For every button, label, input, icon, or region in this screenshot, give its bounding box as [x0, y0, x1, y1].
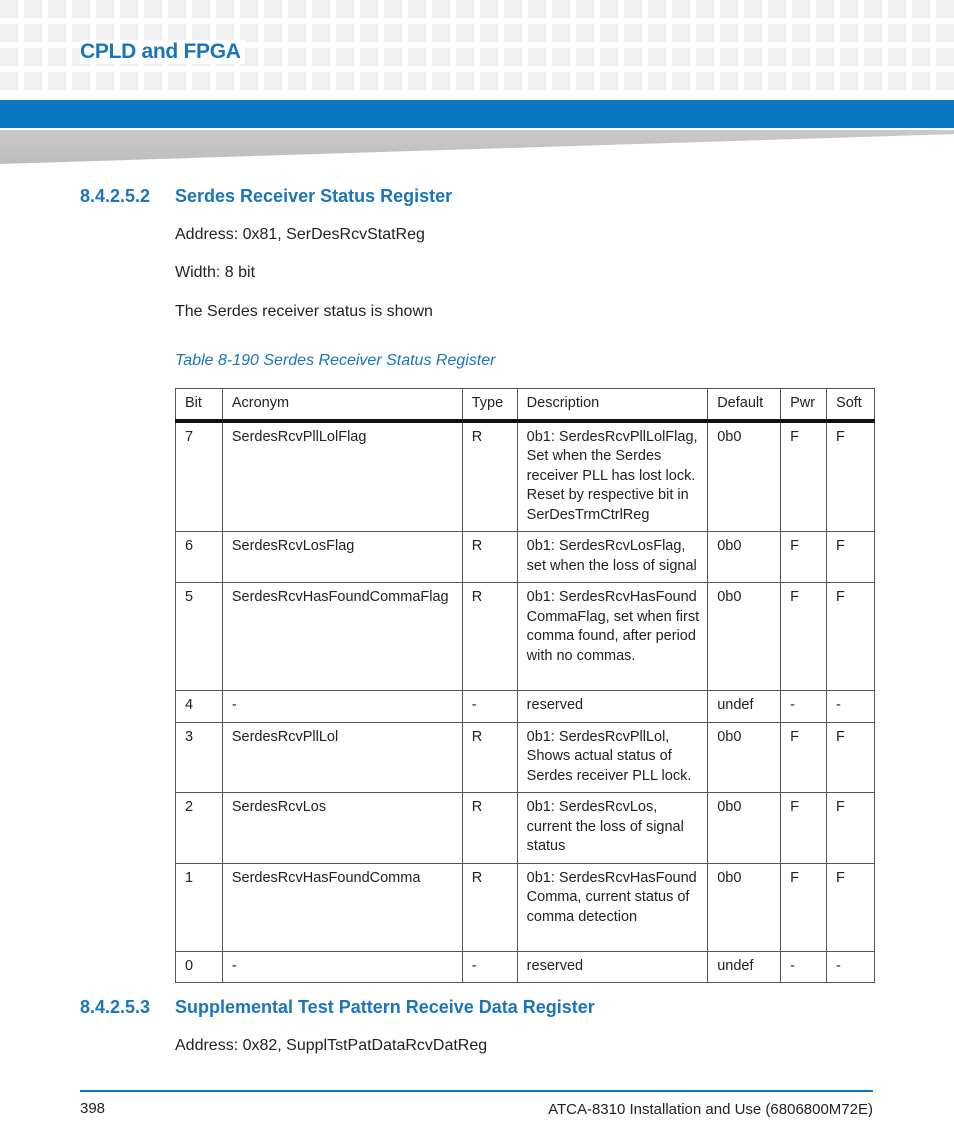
cell-acronym: SerdesRcvLos: [222, 793, 462, 864]
cell-bit: 4: [176, 691, 223, 723]
cell-acronym: SerdesRcvLosFlag: [222, 532, 462, 583]
cell-type: -: [462, 691, 517, 723]
table-row: [176, 583, 875, 691]
footer-divider: [80, 1090, 873, 1092]
cell-default: 0b0: [708, 863, 781, 951]
cell-bit: 0: [176, 951, 223, 983]
column-header-bit: Bit: [176, 389, 223, 421]
cell-acronym: -: [222, 691, 462, 723]
cell-description: 0b1: SerdesRcvHasFoundCommaFlag, set when first comma found, after period with no commas.: [517, 583, 708, 691]
cell-bit: 5: [176, 583, 223, 691]
section-title: Supplemental Test Pattern Receive Data Register: [175, 997, 595, 1017]
column-header-default: Default: [708, 389, 781, 421]
cell-description: 0b1: SerdesRcvPllLol, Shows actual status of Serdes receiver PLL lock.: [517, 722, 708, 793]
cell-default: 0b0: [708, 421, 781, 532]
register-address: Address: 0x81, SerDesRcvStatReg: [175, 226, 425, 243]
cell-bit: 6: [176, 532, 223, 583]
cell-acronym: SerdesRcvHasFoundCommaFlag: [222, 583, 462, 691]
table-row: [176, 421, 875, 532]
column-header-description: Description: [517, 389, 708, 421]
table-row: [176, 863, 875, 951]
table-row: [176, 691, 875, 723]
cell-acronym: SerdesRcvPllLol: [222, 722, 462, 793]
cell-pwr: -: [781, 691, 827, 723]
cell-soft: F: [827, 532, 875, 583]
register-address: Address: 0x82, SupplTstPatDataRcvDatReg: [175, 1037, 488, 1054]
cell-description: 0b1: SerdesRcvLosFlag, set when the loss of signal: [517, 532, 708, 583]
cell-description: 0b1: SerdesRcvHasFoundComma, current status of comma detection: [517, 863, 708, 951]
cell-default: 0b0: [708, 722, 781, 793]
cell-soft: F: [827, 863, 875, 951]
column-header-pwr: Pwr: [781, 389, 827, 421]
cell-pwr: F: [781, 863, 827, 951]
cell-default: 0b0: [708, 532, 781, 583]
header-blue-bar: [0, 100, 954, 128]
cell-default: 0b0: [708, 793, 781, 864]
table-row: [176, 951, 875, 983]
cell-acronym: SerdesRcvPllLolFlag: [222, 421, 462, 532]
section-number: 8.4.2.5.3: [80, 997, 151, 1017]
header-gray-wedge: [0, 130, 954, 164]
cell-pwr: F: [781, 532, 827, 583]
section-number: 8.4.2.5.2: [80, 186, 151, 206]
cell-acronym: SerdesRcvHasFoundComma: [222, 863, 462, 951]
section-heading-serdes-receiver-status: [80, 186, 452, 207]
cell-default: undef: [708, 691, 781, 723]
cell-description: reserved: [517, 951, 708, 983]
register-table: [175, 388, 875, 983]
table-header-row: [176, 389, 875, 421]
document-title: ATCA-8310 Installation and Use (6806800M72E): [548, 1101, 873, 1118]
register-description: The Serdes receiver status is shown: [175, 303, 433, 320]
cell-description: 0b1: SerdesRcvLos, current the loss of signal status: [517, 793, 708, 864]
table-row: [176, 532, 875, 583]
cell-pwr: F: [781, 421, 827, 532]
table-caption: Table 8-190 Serdes Receiver Status Register: [175, 352, 496, 369]
cell-bit: 7: [176, 421, 223, 532]
column-header-soft: Soft: [827, 389, 875, 421]
table-row: [176, 722, 875, 793]
cell-soft: F: [827, 793, 875, 864]
cell-pwr: F: [781, 793, 827, 864]
cell-soft: -: [827, 691, 875, 723]
column-header-acronym: Acronym: [222, 389, 462, 421]
cell-default: undef: [708, 951, 781, 983]
cell-bit: 1: [176, 863, 223, 951]
cell-type: R: [462, 421, 517, 532]
section-heading-supplemental-test-pattern: [80, 997, 595, 1018]
page-number: 398: [80, 1100, 106, 1117]
column-header-type: Type: [462, 389, 517, 421]
cell-pwr: -: [781, 951, 827, 983]
cell-pwr: F: [781, 583, 827, 691]
register-width: Width: 8 bit: [175, 264, 256, 281]
cell-bit: 2: [176, 793, 223, 864]
cell-type: R: [462, 532, 517, 583]
cell-soft: F: [827, 583, 875, 691]
cell-type: R: [462, 863, 517, 951]
cell-description: 0b1: SerdesRcvPllLolFlag, Set when the Serdes receiver PLL has lost lock. Reset by respective bit in SerDesTrmCtrlReg: [517, 421, 708, 532]
cell-description: reserved: [517, 691, 708, 723]
cell-soft: -: [827, 951, 875, 983]
cell-soft: F: [827, 722, 875, 793]
cell-default: 0b0: [708, 583, 781, 691]
cell-soft: F: [827, 421, 875, 532]
cell-acronym: -: [222, 951, 462, 983]
cell-pwr: F: [781, 722, 827, 793]
section-title: Serdes Receiver Status Register: [175, 186, 453, 206]
cell-bit: 3: [176, 722, 223, 793]
table-row: [176, 793, 875, 864]
cell-type: R: [462, 793, 517, 864]
chapter-title: CPLD and FPGA: [80, 40, 245, 64]
cell-type: R: [462, 722, 517, 793]
cell-type: -: [462, 951, 517, 983]
cell-type: R: [462, 583, 517, 691]
